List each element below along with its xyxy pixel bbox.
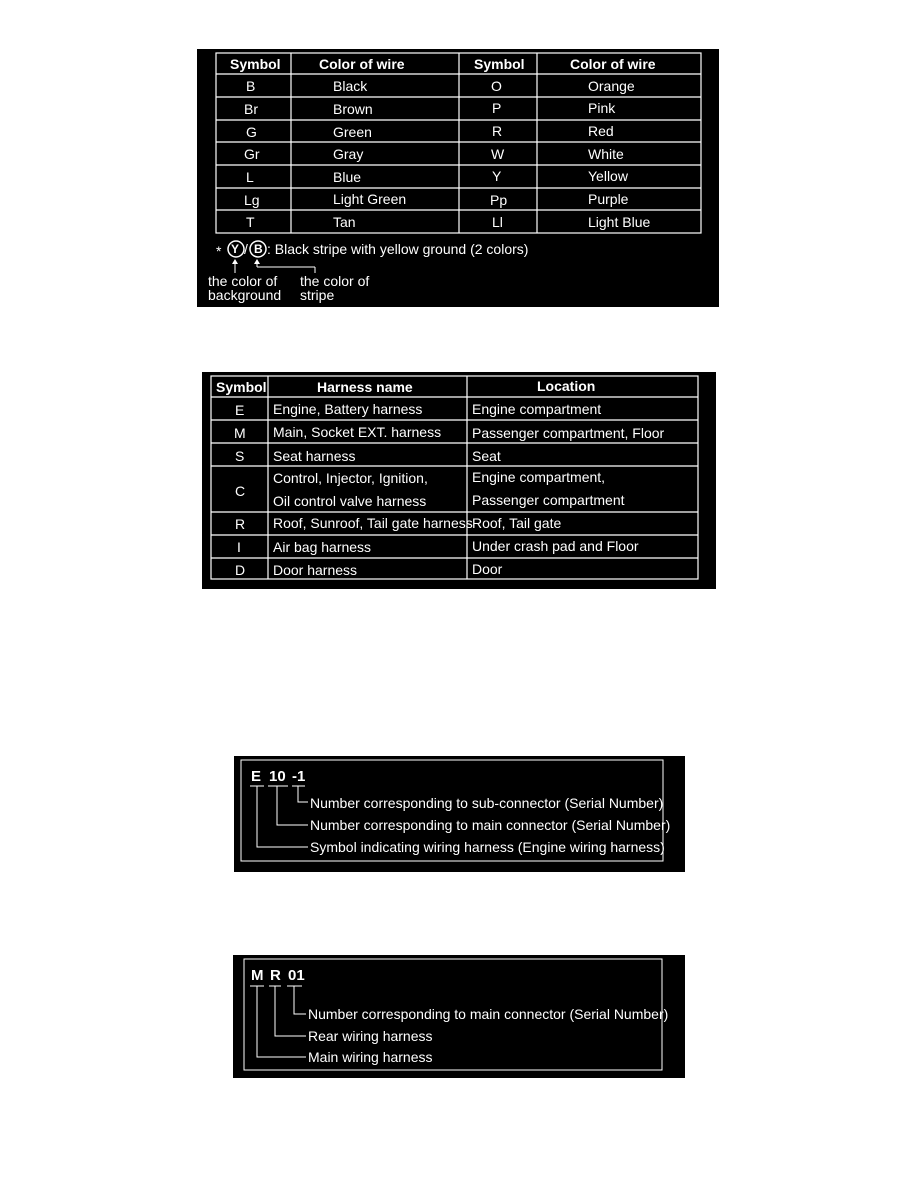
harness-symbol: C — [235, 483, 246, 499]
harness-name: Control, Injector, Ignition, — [273, 470, 428, 486]
note-label-background-1: the color of — [208, 273, 278, 289]
harness-symbol: E — [235, 402, 245, 418]
note-label-stripe-2: stripe — [300, 287, 335, 303]
joint-code-part: R — [270, 967, 281, 984]
wire-color-grid — [197, 49, 719, 307]
wire-symbol: B — [246, 78, 256, 94]
connector-code-line: Number corresponding to sub-connector (Serial Number) — [310, 795, 664, 811]
wire-symbol: Y — [492, 168, 502, 184]
wire-header-symbol-1: Symbol — [230, 56, 281, 72]
harness-name: Roof, Sunroof, Tail gate harness — [273, 515, 473, 531]
wire-symbol: Br — [244, 101, 258, 117]
harness-location: Passenger compartment — [472, 492, 625, 508]
wire-symbol: P — [492, 100, 502, 116]
harness-location: Under crash pad and Floor — [472, 538, 639, 554]
harness-symbol: R — [235, 516, 246, 532]
joint-code-part: 01 — [288, 967, 305, 984]
note-slash: / — [244, 241, 248, 257]
joint-code-panel — [233, 955, 685, 1078]
harness-name: Oil control valve harness — [273, 493, 427, 509]
wire-color: Blue — [333, 169, 362, 185]
harness-symbol: S — [235, 448, 245, 464]
wire-color: Brown — [333, 101, 373, 117]
note-asterisk: * — [216, 243, 222, 259]
wire-color-panel — [197, 49, 719, 307]
harness-symbol: D — [235, 562, 246, 578]
wire-symbol: L — [246, 169, 254, 185]
harness-header-symbol: Symbol — [216, 379, 267, 395]
wire-symbol: T — [246, 214, 255, 230]
wire-color: Black — [333, 78, 368, 94]
harness-name: Seat harness — [273, 448, 356, 464]
connector-code-part: -1 — [292, 768, 306, 785]
wire-color: Green — [333, 124, 372, 140]
note-label-stripe-1: the color of — [300, 273, 370, 289]
harness-name: Air bag harness — [273, 539, 372, 555]
note-text: : Black stripe with yellow ground (2 colors) — [267, 241, 529, 257]
wire-color: Orange — [588, 78, 635, 94]
harness-symbol: I — [237, 539, 241, 555]
wire-color: White — [588, 146, 624, 162]
wire-header-symbol-2: Symbol — [474, 56, 525, 72]
wire-color: Gray — [333, 146, 364, 162]
connector-code-panel — [234, 756, 685, 872]
wire-color: Red — [588, 123, 614, 139]
wire-color: Yellow — [588, 168, 628, 184]
harness-location: Door — [472, 561, 503, 577]
wire-symbol: O — [491, 78, 502, 94]
harness-location: Engine compartment — [472, 401, 602, 417]
connector-code-line: Number corresponding to main connector (Serial Number) — [310, 817, 671, 833]
joint-code-line: Number corresponding to main connector (Serial Number) — [308, 1006, 669, 1022]
wire-color: Light Green — [333, 191, 407, 207]
harness-symbol: M — [234, 425, 246, 441]
wire-symbol: Gr — [244, 146, 260, 162]
connector-code-line: Symbol indicating wiring harness (Engine wiring harness) — [310, 839, 665, 855]
harness-location: Seat — [472, 448, 501, 464]
joint-code-line: Main wiring harness — [308, 1049, 433, 1065]
connector-code-part: 10 — [269, 768, 286, 785]
wire-color: Purple — [588, 191, 629, 207]
connector-code-part: E — [251, 768, 262, 785]
harness-name: Main, Socket EXT. harness — [273, 424, 442, 440]
harness-header-location: Location — [537, 378, 596, 394]
harness-location: Passenger compartment, Floor — [472, 425, 665, 441]
wire-header-color-2: Color of wire — [570, 56, 656, 72]
joint-code-part: M — [251, 967, 264, 984]
wire-symbol: R — [492, 123, 503, 139]
harness-panel — [202, 372, 716, 589]
wire-symbol: Ll — [492, 214, 503, 230]
note-circle-y: Y — [231, 242, 240, 256]
wire-symbol: W — [491, 146, 505, 162]
note-label-background-2: background — [208, 287, 282, 303]
wire-color: Pink — [588, 100, 616, 116]
harness-location: Roof, Tail gate — [472, 515, 562, 531]
wire-symbol: Pp — [490, 192, 508, 208]
harness-name: Door harness — [273, 562, 358, 578]
note-circle-b: B — [254, 242, 263, 256]
joint-code-line: Rear wiring harness — [308, 1028, 433, 1044]
wire-color: Light Blue — [588, 214, 651, 230]
harness-header-name: Harness name — [317, 379, 413, 395]
harness-location: Engine compartment, — [472, 469, 606, 485]
wire-header-color-1: Color of wire — [319, 56, 405, 72]
wire-color: Tan — [333, 214, 356, 230]
wire-symbol: G — [246, 124, 257, 140]
harness-name: Engine, Battery harness — [273, 401, 423, 417]
wire-symbol: Lg — [244, 192, 260, 208]
